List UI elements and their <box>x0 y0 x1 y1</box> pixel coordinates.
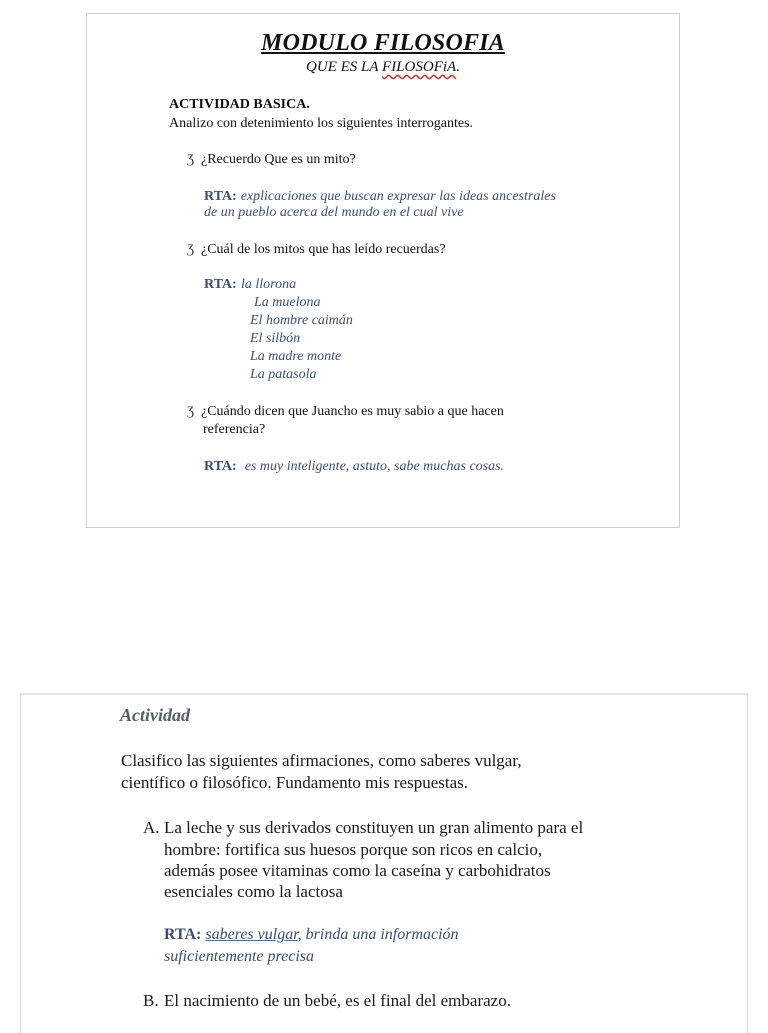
answer-a <box>164 926 459 944</box>
subtitle-prefix: QUE ES LA <box>306 59 383 75</box>
intro-line-2: científico o filosófico. Fundamento mis respuestas. <box>121 773 469 792</box>
question-3-text: ¿Cuándo dicen que Juancho es muy sabio a que hacen <box>201 404 504 419</box>
answer-3-text: es muy inteligente, astuto, sabe muchas cosas. <box>244 459 505 474</box>
rta-label: RTA: <box>164 926 202 943</box>
item-b-marker: B. <box>143 991 159 1010</box>
answer-a-rest: , brinda una información <box>297 926 459 943</box>
answer-a-line-2: suficientemente precisa <box>164 948 315 965</box>
page-title: MODULO FILOSOFIA <box>261 30 505 56</box>
item-a-line: La leche y sus derivados constituyen un gran alimento para el <box>164 818 584 837</box>
answer-1-text-1: explicaciones que buscan expresar las ideas ancestrales <box>240 189 556 204</box>
item-a-line: además posee vitaminas como la caseína y carbohidratos <box>164 861 551 880</box>
question-1 <box>187 151 356 168</box>
question-2-text: ¿Cuál de los mitos que has leído recuerdas? <box>201 242 446 257</box>
myth-item: la llorona <box>241 277 297 292</box>
question-3 <box>187 403 504 420</box>
rta-label: RTA: <box>204 459 237 474</box>
activity-heading-2: Actividad <box>120 705 190 725</box>
myth-item: La patasola <box>250 367 317 382</box>
answer-1-line-1 <box>204 187 556 205</box>
question-3-text-2: referencia? <box>203 422 266 437</box>
answer-a-underlined: saberes vulgar <box>205 926 298 943</box>
intro-line-1: Clasifico las siguientes afirmaciones, como saberes vulgar, <box>121 751 522 770</box>
myth-item: El hombre caimán <box>250 313 353 328</box>
item-b-text: El nacimiento de un bebé, es el final del embarazo. <box>164 991 511 1010</box>
activity-heading: ACTIVIDAD BASICA. <box>169 97 310 112</box>
answer-1-text-2: de un pueblo acerca del mundo en el cual vive <box>204 205 464 220</box>
rta-label: RTA: <box>204 189 237 204</box>
answer-3 <box>204 457 504 475</box>
question-2 <box>187 241 446 258</box>
question-1-text: ¿Recuerdo Que es un mito? <box>201 152 356 167</box>
myth-item: La madre monte <box>250 349 342 364</box>
item-a-line: hombre: fortifica sus huesos porque son ricos en calcio, <box>164 840 543 859</box>
bullet-icon: Ʒ <box>187 151 195 166</box>
item-a-line: esenciales como la lactosa <box>164 882 343 901</box>
subtitle-suffix: . <box>456 59 460 75</box>
document-page-2 <box>20 693 748 1033</box>
bullet-icon: Ʒ <box>187 241 195 256</box>
myth-item: La muelona <box>254 295 321 310</box>
document-page-1 <box>86 13 680 528</box>
instruction-text: Analizo con detenimiento los siguientes interrogantes. <box>169 116 474 131</box>
rta-label: RTA: <box>204 277 237 292</box>
bullet-icon: Ʒ <box>187 403 195 418</box>
myth-item: El silbón <box>250 331 301 346</box>
subtitle-word: FILOSOFiA <box>382 59 457 75</box>
page-subtitle <box>87 59 679 76</box>
item-a-marker: A. <box>143 818 160 837</box>
